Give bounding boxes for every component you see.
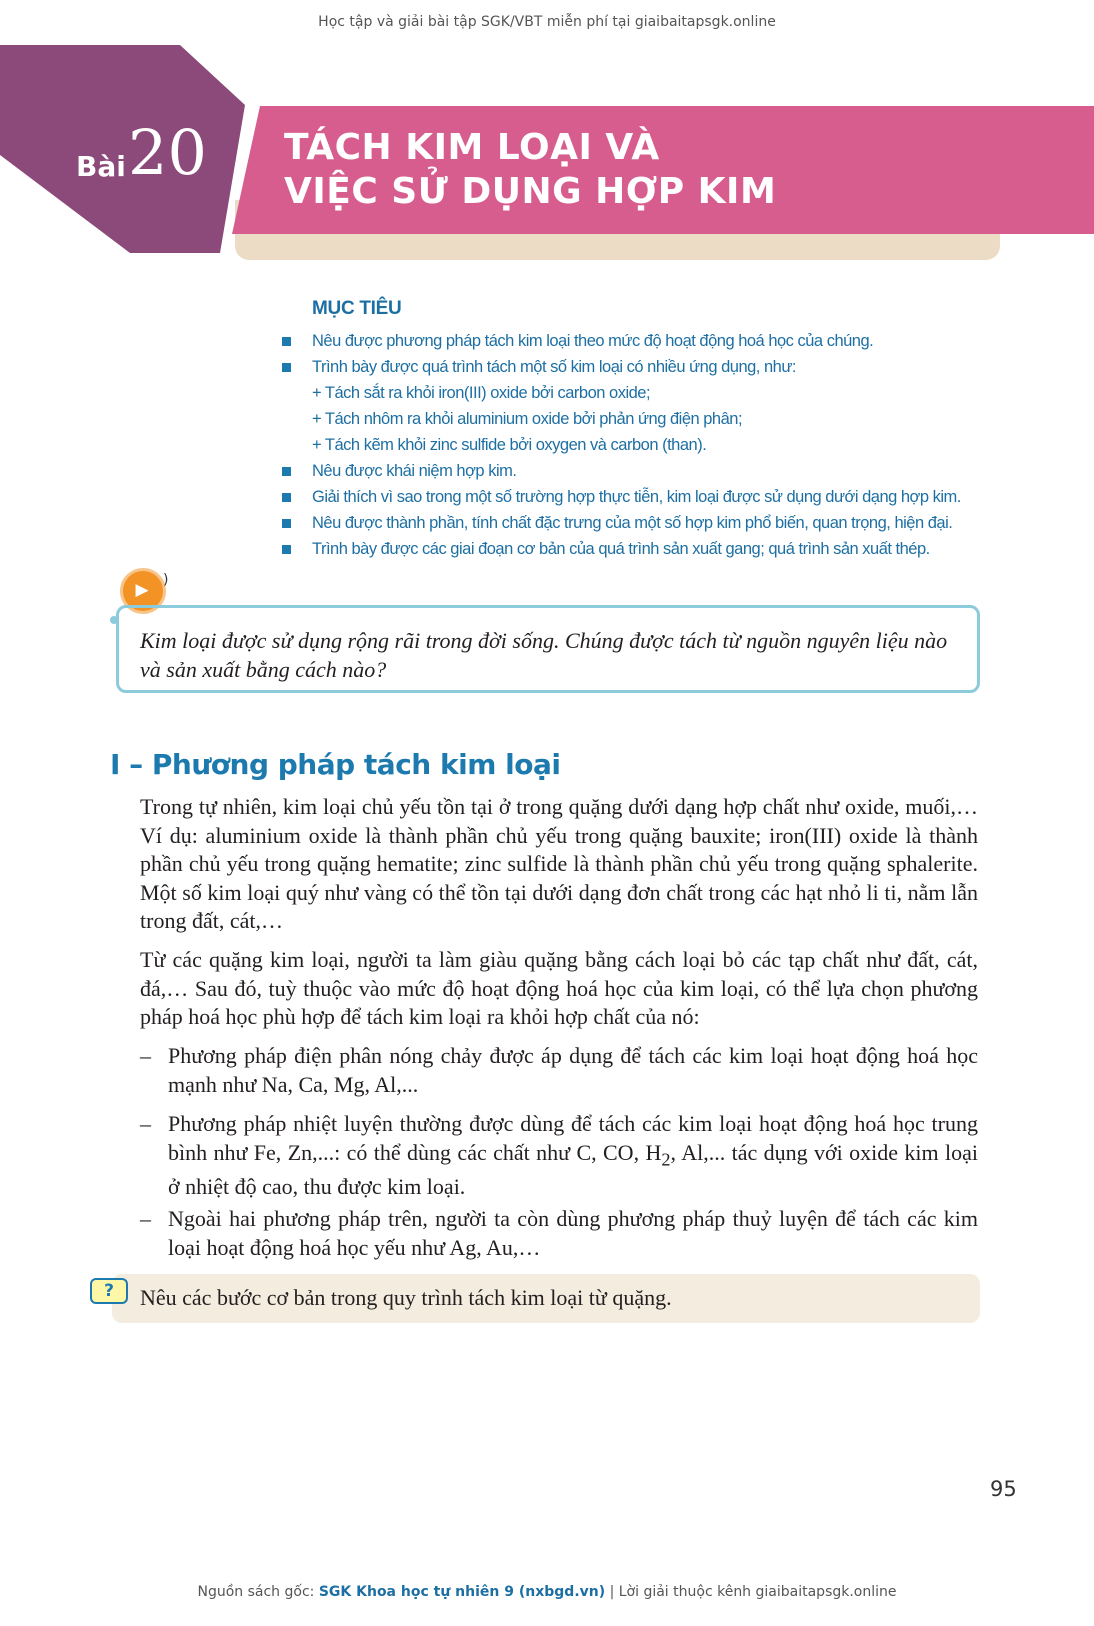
paragraph-2: Từ các quặng kim loại, người ta làm giàu quặng bằng cách loại bỏ các tạp chất như đất, cát, đá,… Sau đó, tuỳ thuộc vào mức độ hoạt động hoá học của kim loại, có thể lựa chọn phương pháp hoá học phù hợp để tách kim loại ra khỏi hợp chất của nó: [140, 947, 978, 1029]
method-item-pyrometallurgy [140, 1110, 978, 1202]
activity-question: Nêu các bước cơ bản trong quy trình tách kim loại từ quặng. [140, 1285, 672, 1310]
objective-item: Giải thích vì sao trong một số trường hợp thực tiễn, kim loại được sử dụng dưới dạng hợp kim. [282, 484, 1002, 510]
source-link[interactable]: SGK Khoa học tự nhiên 9 (nxbgd.vn) [318, 1584, 606, 1600]
objective-subitem: + Tách nhôm ra khỏi aluminium oxide bởi phản ứng điện phân; [312, 410, 743, 428]
method-item-hydrometallurgy [140, 1205, 978, 1262]
lesson-number: 20 [128, 116, 207, 189]
title-line-1: TÁCH KIM LOẠI VÀ [284, 127, 660, 168]
speaker-icon: ▶ [135, 580, 149, 600]
sound-waves-icon: ) [163, 572, 169, 588]
objective-subitem: + Tách sắt ra khỏi iron(III) oxide bởi carbon oxide; [312, 384, 651, 402]
objective-item: Nêu được thành phần, tính chất đặc trưng của một số hợp kim phổ biến, quan trọng, hiện đại. [282, 510, 1002, 536]
bullet-icon [282, 363, 291, 372]
objectives-list [282, 328, 1002, 562]
dash-marker: – [140, 1206, 151, 1231]
method-text: Phương pháp điện phân nóng chảy được áp dụng để tách các kim loại hoạt động hoá học mạnh như Na, Ca, Mg, Al,... [168, 1043, 978, 1097]
top-note: Học tập và giải bài tập SGK/VBT miễn phí tại giaibaitapsgk.online [318, 14, 776, 30]
bullet-icon [282, 493, 291, 502]
objective-item: Nêu được phương pháp tách kim loại theo mức độ hoạt động hoá học của chúng. [282, 328, 1002, 354]
intro-question: Kim loại được sử dụng rộng rãi trong đời sống. Chúng được tách từ nguồn nguyên liệu nào và sản xuất bằng cách nào? [140, 628, 948, 682]
title-line-2: VIỆC SỬ DỤNG HỢP KIM [284, 171, 777, 212]
objective-subitem: + Tách kẽm khỏi zinc sulfide bởi oxygen và carbon (than). [312, 436, 707, 454]
objectives-heading: MỤC TIÊU [312, 298, 402, 319]
objectives [282, 298, 1002, 562]
lesson-label: Bài [76, 150, 126, 183]
subscript: 2 [661, 1148, 671, 1169]
section-title: I – Phương pháp tách kim loại [110, 748, 561, 781]
question-icon: ? [90, 1278, 128, 1304]
bullet-icon [282, 467, 291, 476]
paragraph-1: Trong tự nhiên, kim loại chủ yếu tồn tại ở trong quặng dưới dạng hợp chất như oxide, muối,… Ví dụ: aluminium oxide là thành phần chủ yếu trong quặng bauxite; iron(III) oxide là thành phần chủ yếu trong quặng hematite; zinc sulfide là thành phần chủ yếu trong quặng sphalerite. Một số kim loại quý như vàng có thể tồn tại dưới dạng đơn chất trong các hạt nhỏ li ti, nằm lẫn trong đất, cát,… [140, 794, 978, 933]
objective-item: Trình bày được quá trình tách một số kim loại có nhiều ứng dụng, như: [282, 354, 1002, 380]
method-text: Ngoài hai phương pháp trên, người ta còn dùng phương pháp thuỷ luyện để tách các kim loại hoạt động hoá học yếu như Ag, Au,… [168, 1206, 978, 1260]
objective-item: Trình bày được các giai đoạn cơ bản của quá trình sản xuất gang; quá trình sản xuất thép. [282, 536, 1002, 562]
page-title [284, 126, 776, 214]
method-item-electrolysis [140, 1042, 978, 1099]
bottom-note: Nguồn sách gốc: SGK Khoa học tự nhiên 9 (nxbgd.vn) | Lời giải thuộc kênh giaibaitapsgk.online [197, 1584, 897, 1600]
bullet-icon [282, 519, 291, 528]
bullet-icon [282, 545, 291, 554]
lesson-badge [0, 45, 245, 253]
objective-item: Nêu được khái niệm hợp kim. [282, 458, 1002, 484]
bullet-icon [282, 337, 291, 346]
dash-marker: – [140, 1111, 151, 1136]
page-number: 95 [990, 1477, 1017, 1501]
dash-marker: – [140, 1043, 151, 1068]
method-text: Phương pháp nhiệt luyện thường được dùng để tách các kim loại hoạt động hoá học trung bình như Fe, Zn,...: có thể dùng các chất như C, CO, $H_2$, Al,... tác dụng với oxide kim loại ở nhiệt độ cao, thu được kim loại. [168, 1111, 979, 1200]
